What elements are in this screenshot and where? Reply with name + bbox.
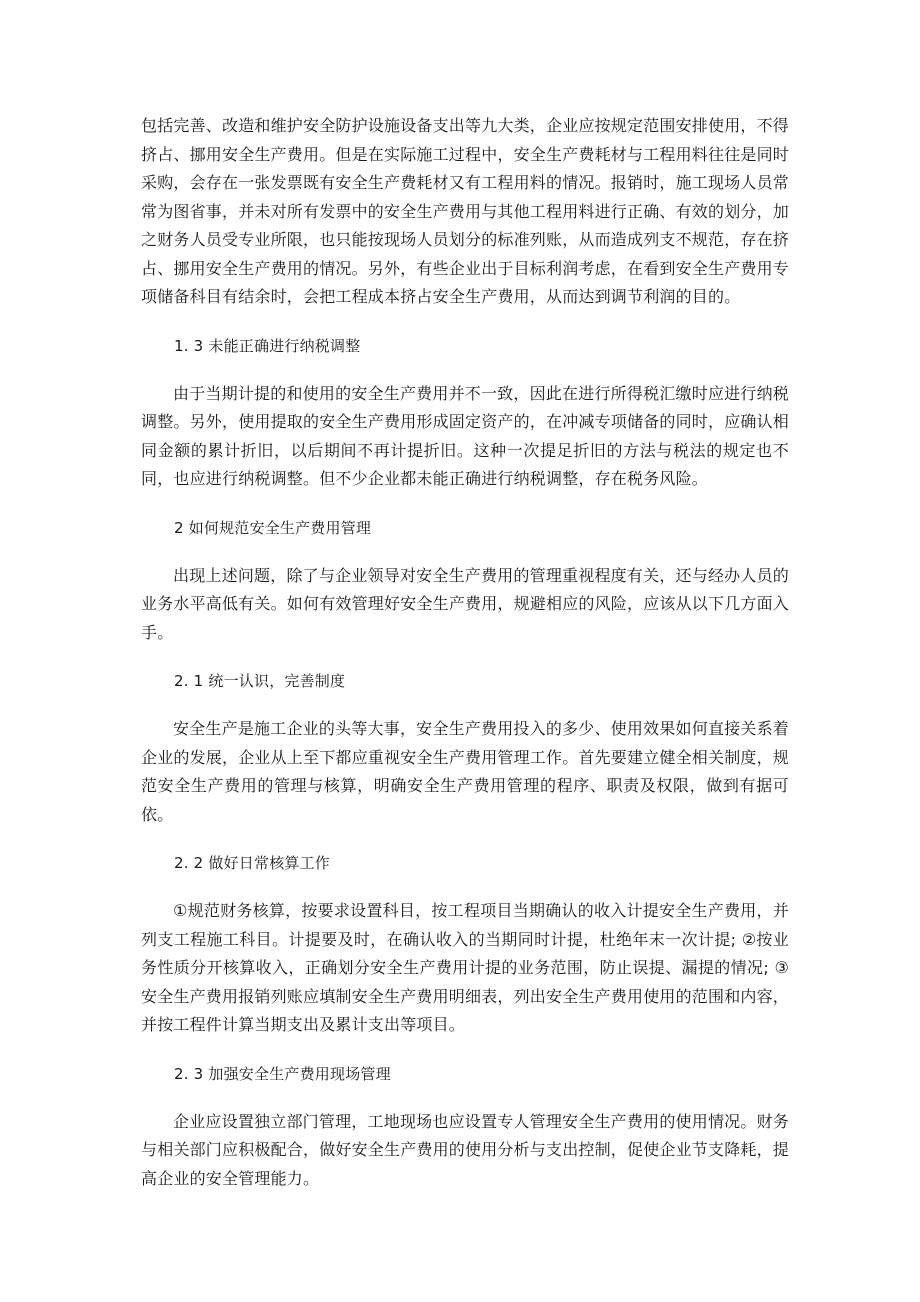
heading-2: 2 如何规范安全生产费用管理: [174, 518, 372, 537]
paragraph-2: 出现上述问题，除了与企业领导对安全生产费用的管理重视程度有关，还与经办人员的业务水平高低有关。如何有效管理好安全生产费用，规避相应的风险，应该从以下几方面入手。: [141, 565, 790, 642]
paragraph-1-3: 由于当期计提的和使用的安全生产费用并不一致，因此在进行所得税汇缴时应进行纳税调整。另外，使用提取的安全生产费用形成固定资产的，在冲减专项储备的同时，应确认相同金额的累计折旧，以后期间不再计提折旧。这种一次提足折旧的方法与税法的规定也不同，也应进行纳税调整。但不少企业都未能正确进行纳税调整，存在税务风险。: [141, 383, 790, 488]
heading-2-2: 2. 2 做好日常核算工作: [174, 854, 330, 872]
paragraph-2-2: ①规范财务核算，按要求设置科目，按工程项目当期确认的收入计提安全生产费用，并列支工程施工科目。计提要及时，在确认收入的当期同时计提，杜绝年末一次计提; ②按业务性质分开核算收入，正确划分安全生产费用计提的业务范围，防止误提、漏提的情况; ③安全生产费用报销列账应填制安全生产费用明细表，列出安全生产费用使用的范围和内容，并按工程件计算当期支出及累计支出等项目。: [141, 901, 790, 1034]
paragraph-2-3: 企业应设置独立部门管理，工地现场也应设置专人管理安全生产费用的使用情况。财务与相关部门应积极配合，做好安全生产费用的使用分析与支出控制，促使企业节支降耗，提高企业的安全管理能力。: [141, 1111, 790, 1188]
paragraph-intro: 包括完善、改造和维护安全防护设施设备支出等九大类，企业应按规定范围安排使用，不得挤占、挪用安全生产费用。但是在实际施工过程中，安全生产费耗材与工程用料往往是同时采购，会存在一张发票既有安全生产费耗材又有工程用料的情况。报销时，施工现场人员常常为图省事，并未对所有发票中的安全生产费用与其他工程用料进行正确、有效的划分，加之财务人员受专业所限，也只能按现场人员划分的标准列账，从而造成列支不规范，存在挤占、挪用安全生产费用的情况。另外，有些企业出于目标利润考虑，在看到安全生产费用专项储备科目有结余时，会把工程成本挤占安全生产费用，从而达到调节利润的目的。: [141, 116, 790, 306]
document-page: [141, 112, 789, 1193]
heading-1-3: 1. 3 未能正确进行纳税调整: [174, 336, 361, 355]
paragraph-2-1: 安全生产是施工企业的头等大事，安全生产费用投入的多少、使用效果如何直接关系着企业的发展，企业从上至下都应重视安全生产费用管理工作。首先要建立健全相关制度，规范安全生产费用的管理与核算，明确安全生产费用管理的程序、职责及权限，做到有据可依。: [141, 719, 790, 824]
heading-2-1: 2. 1 统一认识，完善制度: [174, 672, 346, 690]
heading-2-3: 2. 3 加强安全生产费用现场管理: [174, 1064, 391, 1083]
